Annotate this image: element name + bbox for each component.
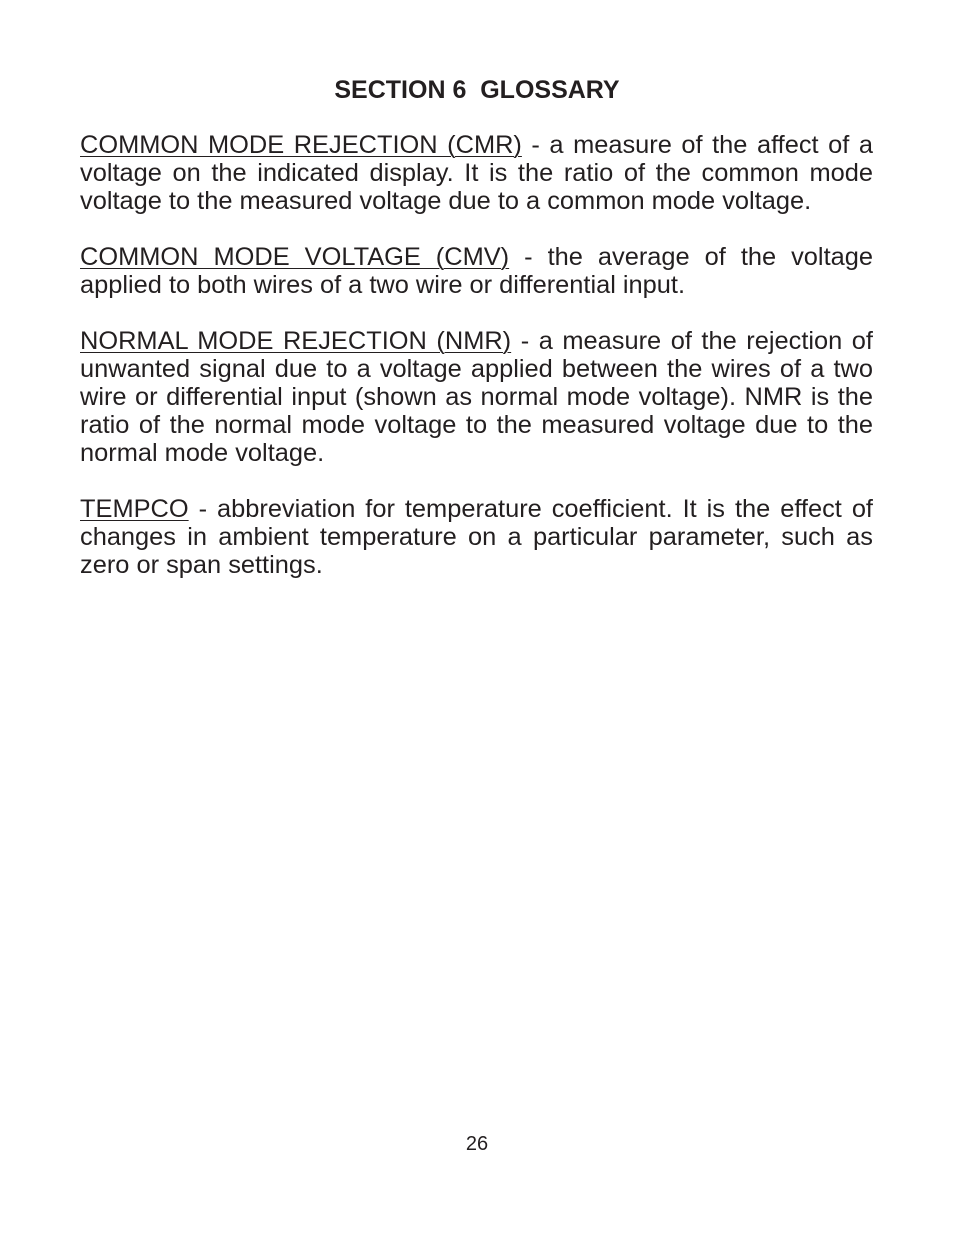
glossary-definition: - a measure of the rejection of unwanted signal due to a voltage applied between the wires of a two wire or differential input (shown as normal mode voltage). NMR is the ratio of the normal mode voltage to the measured voltage due to the normal mode voltage.	[80, 327, 873, 467]
glossary-definition: - a measure of the affect of a voltage on the indicated display. It is the ratio of the common mode voltage to the measured voltage due to a common mode voltage.	[80, 131, 873, 215]
glossary-term: NORMAL MODE REJECTION (NMR)	[80, 327, 512, 355]
glossary-term: COMMON MODE VOLTAGE (CMV)	[80, 243, 510, 271]
glossary-entry-cmr	[80, 131, 873, 215]
glossary-definition: - the average of the voltage applied to both wires of a two wire or differential input.	[80, 243, 873, 299]
glossary-entry-cmv	[80, 243, 873, 299]
glossary-term: COMMON MODE REJECTION (CMR)	[80, 131, 522, 159]
page-title: SECTION 6 GLOSSARY	[334, 76, 620, 104]
page-number: 26	[465, 1133, 489, 1155]
glossary-list	[80, 131, 873, 607]
glossary-term: TEMPCO	[80, 495, 189, 523]
glossary-entry-tempco	[80, 495, 873, 579]
glossary-definition: - abbreviation for temperature coefficient. It is the effect of changes in ambient temperature on a particular parameter, such as zero or span settings.	[80, 495, 873, 579]
glossary-entry-nmr	[80, 327, 873, 467]
